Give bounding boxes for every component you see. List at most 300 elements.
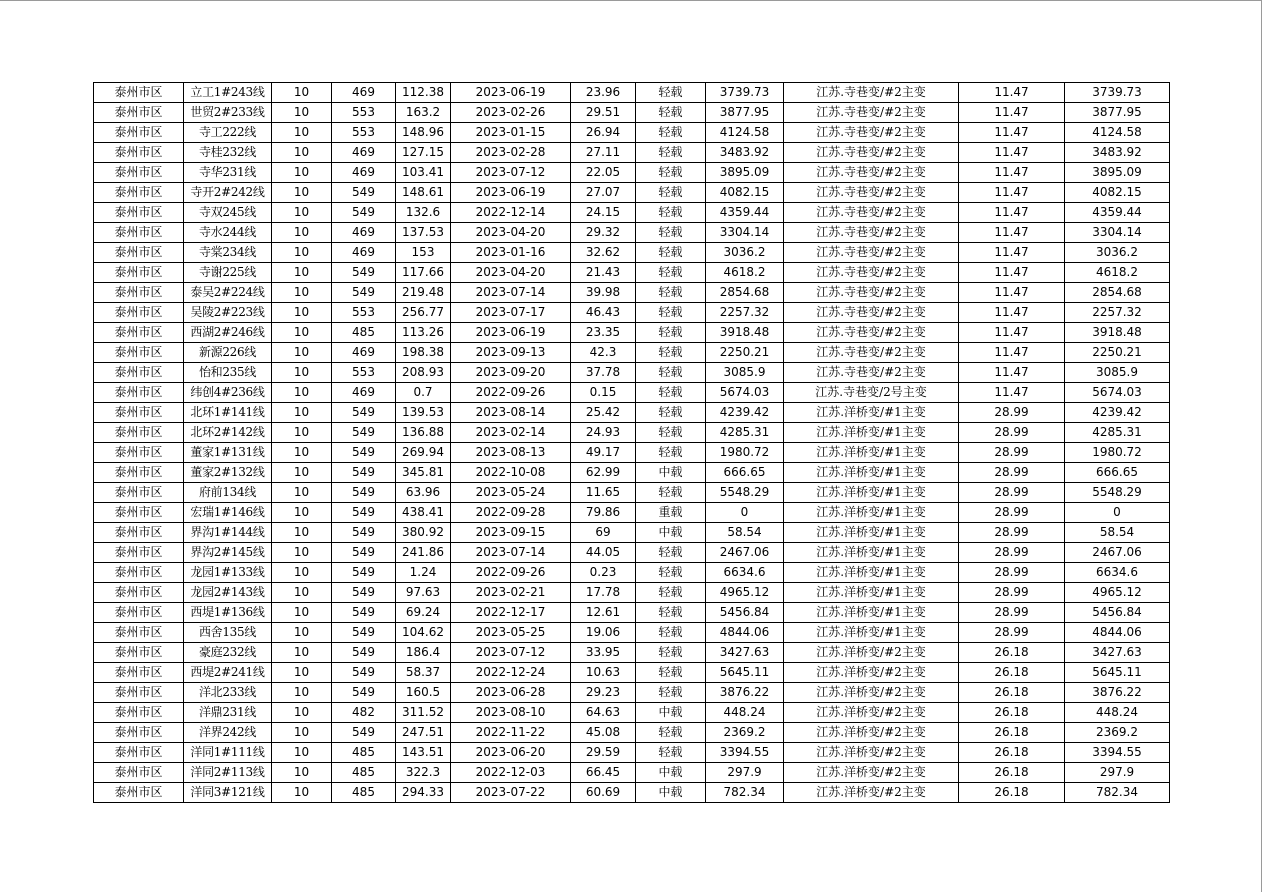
table-row: [94, 303, 1170, 323]
date-cell: 2022-12-17: [451, 603, 571, 623]
table-row: [94, 223, 1170, 243]
rated-capacity-cell: 549: [332, 543, 396, 563]
margin-cell: 5645.11: [706, 663, 784, 683]
transformer-rate-cell: 26.18: [959, 723, 1065, 743]
line-name-cell: 洋界242线: [184, 723, 272, 743]
transformer-cell: 江苏.洋桥变/#2主变: [784, 683, 959, 703]
transformer-cell: 江苏.寺巷变/#2主变: [784, 323, 959, 343]
rated-capacity-cell: 469: [332, 383, 396, 403]
load-status-cell: 轻载: [636, 583, 706, 603]
table-row: [94, 563, 1170, 583]
max-current-cell: 294.33: [396, 783, 451, 803]
max-current-cell: 132.6: [396, 203, 451, 223]
line-name-cell: 界沟2#145线: [184, 543, 272, 563]
transformer-cell: 江苏.洋桥变/#2主变: [784, 743, 959, 763]
transformer-cell: 江苏.洋桥变/#1主变: [784, 623, 959, 643]
line-name-cell: 寺谢225线: [184, 263, 272, 283]
transformer-cell: 江苏.寺巷变/#2主变: [784, 303, 959, 323]
table-row: [94, 183, 1170, 203]
load-status-cell: 中载: [636, 783, 706, 803]
date-cell: 2023-08-13: [451, 443, 571, 463]
load-rate-cell: 39.98: [571, 283, 636, 303]
load-status-cell: 轻载: [636, 643, 706, 663]
available-capacity-cell: 2467.06: [1065, 543, 1170, 563]
rated-capacity-cell: 549: [332, 423, 396, 443]
load-rate-cell: 24.93: [571, 423, 636, 443]
margin-cell: 4844.06: [706, 623, 784, 643]
district-cell: 泰州市区: [94, 583, 184, 603]
transformer-cell: 江苏.洋桥变/#1主变: [784, 443, 959, 463]
district-cell: 泰州市区: [94, 203, 184, 223]
line-name-cell: 西堤2#241线: [184, 663, 272, 683]
date-cell: 2023-04-20: [451, 263, 571, 283]
available-capacity-cell: 4359.44: [1065, 203, 1170, 223]
district-cell: 泰州市区: [94, 343, 184, 363]
table-row: [94, 443, 1170, 463]
voltage-cell: 10: [272, 523, 332, 543]
load-rate-cell: 26.94: [571, 123, 636, 143]
load-rate-cell: 60.69: [571, 783, 636, 803]
max-current-cell: 0.7: [396, 383, 451, 403]
district-cell: 泰州市区: [94, 763, 184, 783]
rated-capacity-cell: 485: [332, 783, 396, 803]
date-cell: 2023-02-26: [451, 103, 571, 123]
available-capacity-cell: 5645.11: [1065, 663, 1170, 683]
table-row: [94, 783, 1170, 803]
district-cell: 泰州市区: [94, 723, 184, 743]
voltage-cell: 10: [272, 423, 332, 443]
line-name-cell: 豪庭232线: [184, 643, 272, 663]
line-name-cell: 龙园1#133线: [184, 563, 272, 583]
transformer-rate-cell: 11.47: [959, 263, 1065, 283]
district-cell: 泰州市区: [94, 743, 184, 763]
margin-cell: 3036.2: [706, 243, 784, 263]
load-status-cell: 轻载: [636, 223, 706, 243]
table-row: [94, 543, 1170, 563]
max-current-cell: 117.66: [396, 263, 451, 283]
table-row: [94, 623, 1170, 643]
max-current-cell: 186.4: [396, 643, 451, 663]
transformer-rate-cell: 11.47: [959, 123, 1065, 143]
table-row: [94, 83, 1170, 103]
transformer-rate-cell: 26.18: [959, 703, 1065, 723]
available-capacity-cell: 3877.95: [1065, 103, 1170, 123]
table-row: [94, 763, 1170, 783]
load-rate-cell: 10.63: [571, 663, 636, 683]
voltage-cell: 10: [272, 123, 332, 143]
max-current-cell: 153: [396, 243, 451, 263]
voltage-cell: 10: [272, 183, 332, 203]
available-capacity-cell: 58.54: [1065, 523, 1170, 543]
district-cell: 泰州市区: [94, 103, 184, 123]
transformer-rate-cell: 26.18: [959, 763, 1065, 783]
line-name-cell: 龙园2#143线: [184, 583, 272, 603]
load-rate-cell: 37.78: [571, 363, 636, 383]
available-capacity-cell: 448.24: [1065, 703, 1170, 723]
transformer-rate-cell: 26.18: [959, 643, 1065, 663]
load-rate-cell: 27.07: [571, 183, 636, 203]
voltage-cell: 10: [272, 743, 332, 763]
transformer-rate-cell: 28.99: [959, 463, 1065, 483]
district-cell: 泰州市区: [94, 523, 184, 543]
transformer-rate-cell: 26.18: [959, 663, 1065, 683]
load-status-cell: 轻载: [636, 83, 706, 103]
transformer-cell: 江苏.洋桥变/#1主变: [784, 563, 959, 583]
transformer-rate-cell: 11.47: [959, 283, 1065, 303]
date-cell: 2022-09-26: [451, 383, 571, 403]
district-cell: 泰州市区: [94, 323, 184, 343]
load-rate-cell: 19.06: [571, 623, 636, 643]
voltage-cell: 10: [272, 623, 332, 643]
date-cell: 2022-12-03: [451, 763, 571, 783]
date-cell: 2022-12-24: [451, 663, 571, 683]
load-rate-cell: 32.62: [571, 243, 636, 263]
district-cell: 泰州市区: [94, 83, 184, 103]
voltage-cell: 10: [272, 603, 332, 623]
date-cell: 2023-07-12: [451, 163, 571, 183]
load-rate-cell: 29.51: [571, 103, 636, 123]
transformer-rate-cell: 11.47: [959, 243, 1065, 263]
line-name-cell: 纬创4#236线: [184, 383, 272, 403]
district-cell: 泰州市区: [94, 603, 184, 623]
available-capacity-cell: 3304.14: [1065, 223, 1170, 243]
load-status-cell: 轻载: [636, 303, 706, 323]
date-cell: 2023-08-14: [451, 403, 571, 423]
transformer-cell: 江苏.寺巷变/#2主变: [784, 263, 959, 283]
district-cell: 泰州市区: [94, 483, 184, 503]
available-capacity-cell: 4285.31: [1065, 423, 1170, 443]
available-capacity-cell: 2250.21: [1065, 343, 1170, 363]
load-status-cell: 轻载: [636, 403, 706, 423]
rated-capacity-cell: 549: [332, 723, 396, 743]
load-status-cell: 中载: [636, 763, 706, 783]
date-cell: 2023-01-16: [451, 243, 571, 263]
load-rate-cell: 49.17: [571, 443, 636, 463]
available-capacity-cell: 782.34: [1065, 783, 1170, 803]
transformer-cell: 江苏.洋桥变/#1主变: [784, 403, 959, 423]
table-row: [94, 643, 1170, 663]
margin-cell: 448.24: [706, 703, 784, 723]
max-current-cell: 219.48: [396, 283, 451, 303]
available-capacity-cell: 4082.15: [1065, 183, 1170, 203]
date-cell: 2022-11-22: [451, 723, 571, 743]
available-capacity-cell: 4618.2: [1065, 263, 1170, 283]
max-current-cell: 163.2: [396, 103, 451, 123]
margin-cell: 3918.48: [706, 323, 784, 343]
table-row: [94, 203, 1170, 223]
max-current-cell: 63.96: [396, 483, 451, 503]
rated-capacity-cell: 549: [332, 563, 396, 583]
margin-cell: 3876.22: [706, 683, 784, 703]
voltage-cell: 10: [272, 683, 332, 703]
transformer-rate-cell: 28.99: [959, 523, 1065, 543]
margin-cell: 3877.95: [706, 103, 784, 123]
available-capacity-cell: 2257.32: [1065, 303, 1170, 323]
transformer-cell: 江苏.寺巷变/#2主变: [784, 143, 959, 163]
available-capacity-cell: 2854.68: [1065, 283, 1170, 303]
available-capacity-cell: 1980.72: [1065, 443, 1170, 463]
margin-cell: 4285.31: [706, 423, 784, 443]
table-row: [94, 523, 1170, 543]
max-current-cell: 58.37: [396, 663, 451, 683]
margin-cell: 5548.29: [706, 483, 784, 503]
line-name-cell: 寺华231线: [184, 163, 272, 183]
district-cell: 泰州市区: [94, 263, 184, 283]
date-cell: 2023-06-20: [451, 743, 571, 763]
rated-capacity-cell: 549: [332, 583, 396, 603]
margin-cell: 666.65: [706, 463, 784, 483]
available-capacity-cell: 3085.9: [1065, 363, 1170, 383]
load-rate-cell: 24.15: [571, 203, 636, 223]
transformer-cell: 江苏.洋桥变/#1主变: [784, 603, 959, 623]
voltage-cell: 10: [272, 463, 332, 483]
transformer-cell: 江苏.洋桥变/#1主变: [784, 543, 959, 563]
transformer-rate-cell: 11.47: [959, 83, 1065, 103]
table-row: [94, 663, 1170, 683]
transformer-rate-cell: 28.99: [959, 563, 1065, 583]
rated-capacity-cell: 469: [332, 143, 396, 163]
rated-capacity-cell: 549: [332, 503, 396, 523]
margin-cell: 2854.68: [706, 283, 784, 303]
load-status-cell: 轻载: [636, 263, 706, 283]
available-capacity-cell: 3918.48: [1065, 323, 1170, 343]
voltage-cell: 10: [272, 403, 332, 423]
max-current-cell: 256.77: [396, 303, 451, 323]
table-row: [94, 343, 1170, 363]
district-cell: 泰州市区: [94, 783, 184, 803]
rated-capacity-cell: 553: [332, 363, 396, 383]
load-status-cell: 轻载: [636, 743, 706, 763]
available-capacity-cell: 0: [1065, 503, 1170, 523]
load-status-cell: 轻载: [636, 683, 706, 703]
district-cell: 泰州市区: [94, 543, 184, 563]
transformer-cell: 江苏.寺巷变/#2主变: [784, 223, 959, 243]
district-cell: 泰州市区: [94, 123, 184, 143]
table-row: [94, 583, 1170, 603]
district-cell: 泰州市区: [94, 703, 184, 723]
available-capacity-cell: 4124.58: [1065, 123, 1170, 143]
available-capacity-cell: 3427.63: [1065, 643, 1170, 663]
load-status-cell: 中载: [636, 703, 706, 723]
max-current-cell: 113.26: [396, 323, 451, 343]
load-rate-cell: 46.43: [571, 303, 636, 323]
max-current-cell: 208.93: [396, 363, 451, 383]
date-cell: 2023-06-28: [451, 683, 571, 703]
available-capacity-cell: 4239.42: [1065, 403, 1170, 423]
table-row: [94, 283, 1170, 303]
max-current-cell: 311.52: [396, 703, 451, 723]
line-name-cell: 西湖2#246线: [184, 323, 272, 343]
transformer-rate-cell: 28.99: [959, 543, 1065, 563]
line-name-cell: 洋同3#121线: [184, 783, 272, 803]
date-cell: 2023-09-13: [451, 343, 571, 363]
margin-cell: 782.34: [706, 783, 784, 803]
district-cell: 泰州市区: [94, 663, 184, 683]
line-name-cell: 宏瑞1#146线: [184, 503, 272, 523]
transformer-cell: 江苏.洋桥变/#1主变: [784, 423, 959, 443]
max-current-cell: 322.3: [396, 763, 451, 783]
voltage-cell: 10: [272, 763, 332, 783]
load-status-cell: 中载: [636, 523, 706, 543]
district-cell: 泰州市区: [94, 503, 184, 523]
date-cell: 2023-09-15: [451, 523, 571, 543]
load-rate-cell: 0.23: [571, 563, 636, 583]
rated-capacity-cell: 549: [332, 663, 396, 683]
rated-capacity-cell: 485: [332, 743, 396, 763]
transformer-rate-cell: 11.47: [959, 363, 1065, 383]
margin-cell: 4618.2: [706, 263, 784, 283]
table-row: [94, 683, 1170, 703]
table-row: [94, 403, 1170, 423]
district-cell: 泰州市区: [94, 563, 184, 583]
load-rate-cell: 42.3: [571, 343, 636, 363]
voltage-cell: 10: [272, 303, 332, 323]
load-status-cell: 轻载: [636, 543, 706, 563]
date-cell: 2023-05-25: [451, 623, 571, 643]
voltage-cell: 10: [272, 383, 332, 403]
date-cell: 2023-08-10: [451, 703, 571, 723]
table-row: [94, 483, 1170, 503]
transformer-cell: 江苏.寺巷变/#2主变: [784, 123, 959, 143]
transformer-rate-cell: 28.99: [959, 483, 1065, 503]
available-capacity-cell: 3895.09: [1065, 163, 1170, 183]
load-status-cell: 轻载: [636, 183, 706, 203]
available-capacity-cell: 297.9: [1065, 763, 1170, 783]
line-name-cell: 立工1#243线: [184, 83, 272, 103]
line-name-cell: 世贸2#233线: [184, 103, 272, 123]
transformer-cell: 江苏.寺巷变/#2主变: [784, 243, 959, 263]
district-cell: 泰州市区: [94, 463, 184, 483]
line-name-cell: 董家2#132线: [184, 463, 272, 483]
date-cell: 2022-12-14: [451, 203, 571, 223]
date-cell: 2022-10-08: [451, 463, 571, 483]
max-current-cell: 247.51: [396, 723, 451, 743]
transformer-rate-cell: 11.47: [959, 163, 1065, 183]
available-capacity-cell: 3394.55: [1065, 743, 1170, 763]
load-status-cell: 轻载: [636, 143, 706, 163]
table-row: [94, 423, 1170, 443]
rated-capacity-cell: 549: [332, 603, 396, 623]
transformer-rate-cell: 11.47: [959, 323, 1065, 343]
max-current-cell: 112.38: [396, 83, 451, 103]
transformer-cell: 江苏.寺巷变/#2主变: [784, 103, 959, 123]
rated-capacity-cell: 469: [332, 243, 396, 263]
load-rate-cell: 27.11: [571, 143, 636, 163]
max-current-cell: 160.5: [396, 683, 451, 703]
rated-capacity-cell: 549: [332, 683, 396, 703]
line-name-cell: 洋鼎231线: [184, 703, 272, 723]
max-current-cell: 136.88: [396, 423, 451, 443]
line-name-cell: 洋同2#113线: [184, 763, 272, 783]
voltage-cell: 10: [272, 483, 332, 503]
voltage-cell: 10: [272, 503, 332, 523]
load-rate-cell: 33.95: [571, 643, 636, 663]
max-current-cell: 69.24: [396, 603, 451, 623]
transformer-rate-cell: 28.99: [959, 503, 1065, 523]
voltage-cell: 10: [272, 163, 332, 183]
available-capacity-cell: 4844.06: [1065, 623, 1170, 643]
voltage-cell: 10: [272, 263, 332, 283]
voltage-cell: 10: [272, 443, 332, 463]
date-cell: 2023-06-19: [451, 323, 571, 343]
available-capacity-cell: 3036.2: [1065, 243, 1170, 263]
voltage-cell: 10: [272, 643, 332, 663]
transformer-rate-cell: 11.47: [959, 303, 1065, 323]
table-row: [94, 503, 1170, 523]
load-status-cell: 轻载: [636, 243, 706, 263]
date-cell: 2023-09-20: [451, 363, 571, 383]
load-rate-cell: 22.05: [571, 163, 636, 183]
load-status-cell: 轻载: [636, 483, 706, 503]
rated-capacity-cell: 469: [332, 83, 396, 103]
transformer-cell: 江苏.寺巷变/2号主变: [784, 383, 959, 403]
date-cell: 2023-07-12: [451, 643, 571, 663]
load-status-cell: 轻载: [636, 123, 706, 143]
voltage-cell: 10: [272, 363, 332, 383]
voltage-cell: 10: [272, 103, 332, 123]
rated-capacity-cell: 549: [332, 183, 396, 203]
date-cell: 2023-02-28: [451, 143, 571, 163]
rated-capacity-cell: 549: [332, 283, 396, 303]
district-cell: 泰州市区: [94, 223, 184, 243]
date-cell: 2023-07-14: [451, 283, 571, 303]
district-cell: 泰州市区: [94, 303, 184, 323]
line-name-cell: 寺桂232线: [184, 143, 272, 163]
load-status-cell: 轻载: [636, 603, 706, 623]
margin-cell: 6634.6: [706, 563, 784, 583]
transformer-cell: 江苏.洋桥变/#1主变: [784, 583, 959, 603]
transformer-cell: 江苏.寺巷变/#2主变: [784, 343, 959, 363]
transformer-cell: 江苏.洋桥变/#2主变: [784, 663, 959, 683]
date-cell: 2023-01-15: [451, 123, 571, 143]
rated-capacity-cell: 549: [332, 523, 396, 543]
load-rate-cell: 29.59: [571, 743, 636, 763]
line-name-cell: 西舍135线: [184, 623, 272, 643]
transformer-rate-cell: 26.18: [959, 683, 1065, 703]
transformer-rate-cell: 28.99: [959, 603, 1065, 623]
load-status-cell: 重载: [636, 503, 706, 523]
transformer-rate-cell: 28.99: [959, 583, 1065, 603]
date-cell: 2023-07-17: [451, 303, 571, 323]
transformer-cell: 江苏.洋桥变/#1主变: [784, 483, 959, 503]
transformer-rate-cell: 11.47: [959, 143, 1065, 163]
rated-capacity-cell: 469: [332, 343, 396, 363]
feeder-load-table: [93, 82, 1170, 803]
table-row: [94, 103, 1170, 123]
line-name-cell: 北环2#142线: [184, 423, 272, 443]
max-current-cell: 345.81: [396, 463, 451, 483]
line-name-cell: 寺棠234线: [184, 243, 272, 263]
date-cell: 2023-07-22: [451, 783, 571, 803]
line-name-cell: 府前134线: [184, 483, 272, 503]
margin-cell: 3427.63: [706, 643, 784, 663]
available-capacity-cell: 2369.2: [1065, 723, 1170, 743]
table-row: [94, 123, 1170, 143]
voltage-cell: 10: [272, 563, 332, 583]
load-rate-cell: 12.61: [571, 603, 636, 623]
date-cell: 2023-05-24: [451, 483, 571, 503]
load-rate-cell: 45.08: [571, 723, 636, 743]
voltage-cell: 10: [272, 663, 332, 683]
margin-cell: 3394.55: [706, 743, 784, 763]
load-status-cell: 轻载: [636, 663, 706, 683]
available-capacity-cell: 3876.22: [1065, 683, 1170, 703]
available-capacity-cell: 6634.6: [1065, 563, 1170, 583]
district-cell: 泰州市区: [94, 403, 184, 423]
available-capacity-cell: 3483.92: [1065, 143, 1170, 163]
transformer-rate-cell: 11.47: [959, 183, 1065, 203]
district-cell: 泰州市区: [94, 423, 184, 443]
